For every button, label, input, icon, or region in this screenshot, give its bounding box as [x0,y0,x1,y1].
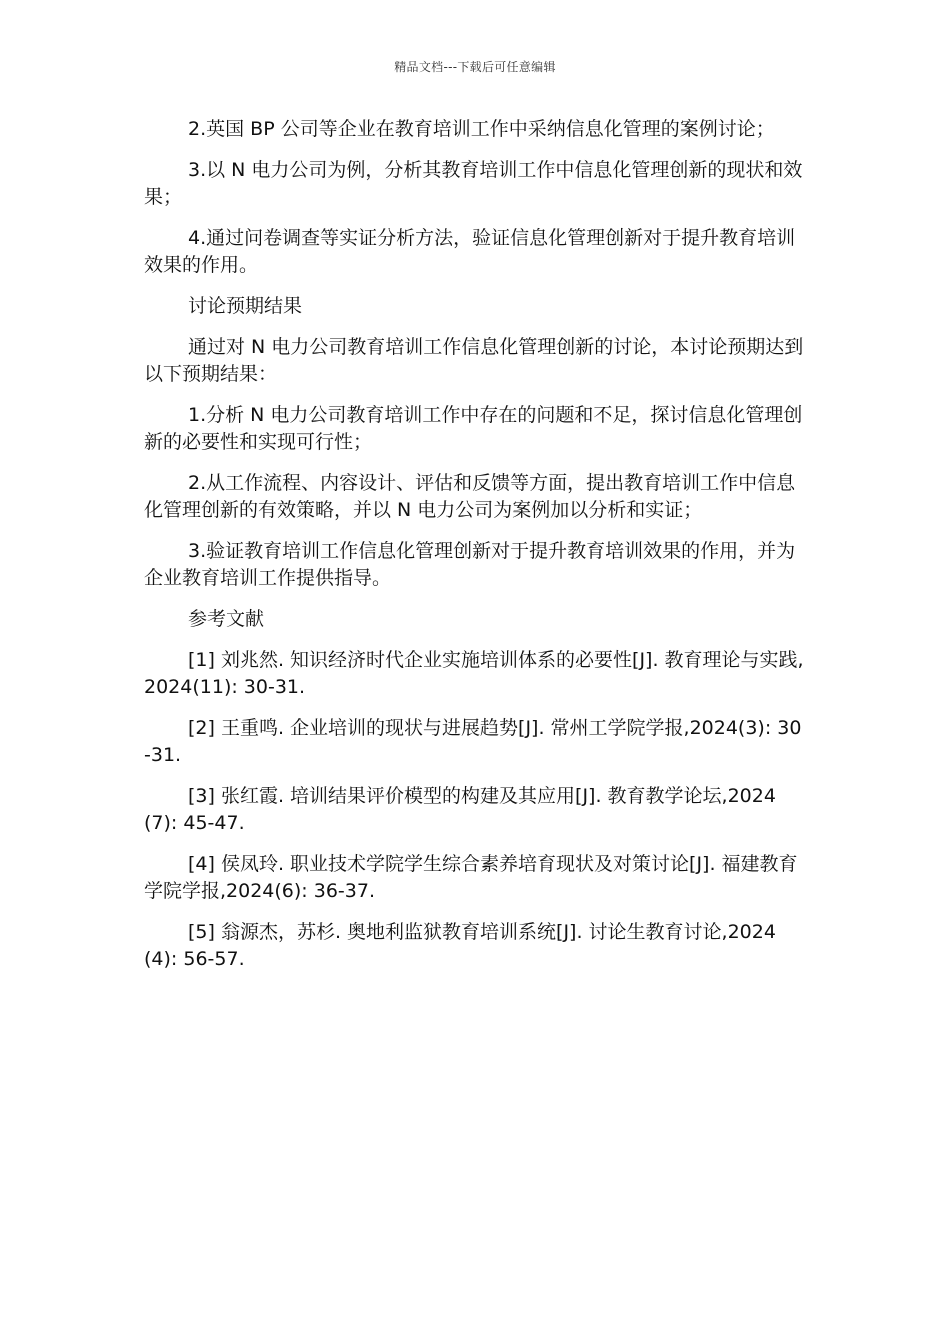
reference-4: [4] 侯凤玲. 职业技术学院学生综合素养培育现状及对策讨论[J]. 福建教育学院学报,2024(6): 36-37. [144,853,798,902]
page-header: 精品文档---下载后可任意编辑 [394,60,556,74]
reference-3: [3] 张红霞. 培训结果评价模型的构建及其应用[J]. 教育教学论坛,2024(7): 45-47. [144,785,776,834]
list-item-n-power-example: 3.以 N 电力公司为例，分析其教育培训工作中信息化管理创新的现状和效果； [144,159,803,208]
document-body [144,116,806,987]
section-heading-references: 参考文献 [188,608,265,630]
reference-1: [1] 刘兆然. 知识经济时代企业实施培训体系的必要性[J]. 教育理论与实践,2024(11): 30-31. [144,649,804,698]
section-heading-expected-results: 讨论预期结果 [188,295,303,317]
list-item-result-2: 2.从工作流程、内容设计、评估和反馈等方面，提出教育培训工作中信息化管理创新的有效策略，并以 N 电力公司为案例加以分析和实证； [144,472,796,521]
reference-2: [2] 王重鸣. 企业培训的现状与进展趋势[J]. 常州工学院学报,2024(3): 30-31. [144,717,802,766]
list-item-result-3: 3.验证教育培训工作信息化管理创新对于提升教育培训效果的作用，并为企业教育培训工作提供指导。 [144,540,796,589]
list-item-case-study: 2.英国 BP 公司等企业在教育培训工作中采纳信息化管理的案例讨论； [188,118,775,140]
paragraph-expected-results-intro: 通过对 N 电力公司教育培训工作信息化管理创新的讨论，本讨论预期达到以下预期结果： [144,336,804,385]
reference-5: [5] 翁源杰，苏杉. 奥地利监狱教育培训系统[J]. 讨论生教育讨论,2024(4): 56-57. [144,921,776,970]
list-item-survey-method: 4.通过问卷调查等实证分析方法，验证信息化管理创新对于提升教育培训效果的作用。 [144,227,796,276]
list-item-result-1: 1.分析 N 电力公司教育培训工作中存在的问题和不足，探讨信息化管理创新的必要性和实现可行性； [144,404,803,453]
